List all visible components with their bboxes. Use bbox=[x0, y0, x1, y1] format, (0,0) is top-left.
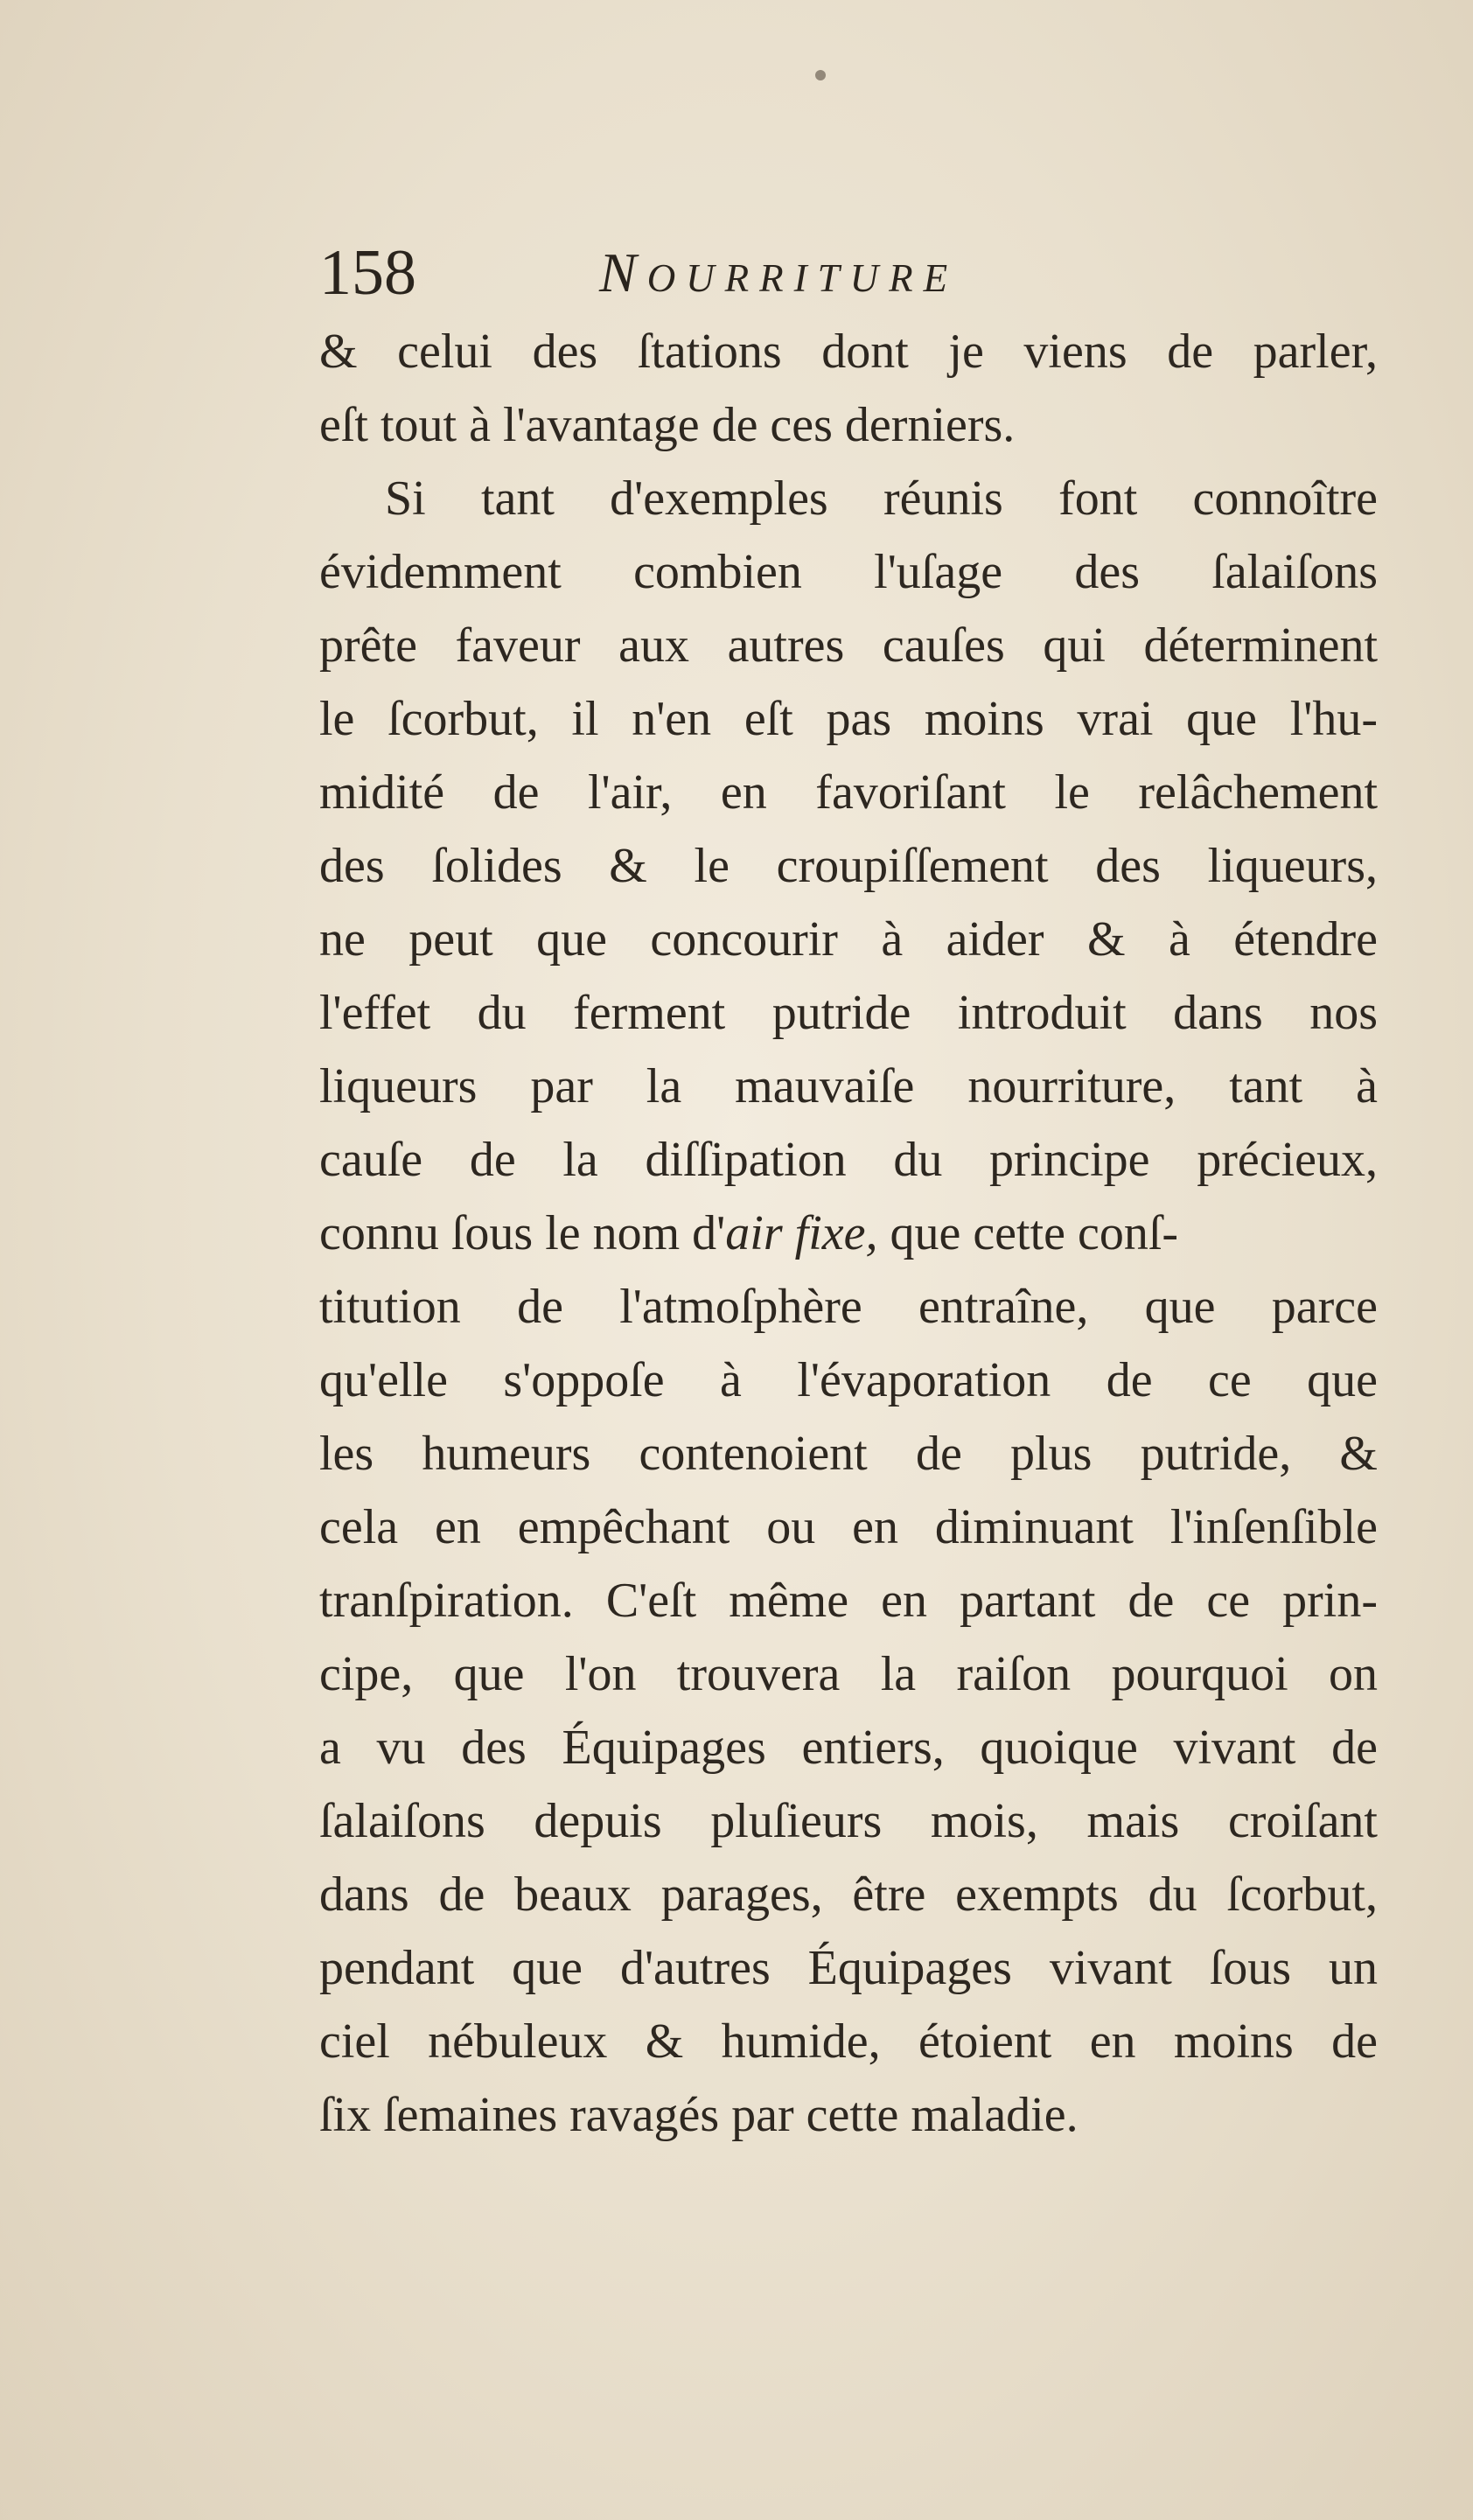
text-segment: que cette conſ- bbox=[877, 1206, 1179, 1260]
text-line: pendant que d'autres Équipages vivant ſous un bbox=[319, 1941, 1378, 1995]
text-line: a vu des Équipages entiers, quoique vivant de bbox=[319, 1721, 1378, 1775]
running-head: Nourriture bbox=[599, 241, 959, 304]
text-line: & celui des ſtations dont je viens de parler, bbox=[319, 325, 1378, 379]
text-line: ciel nébuleux & humide, étoient en moins de bbox=[319, 2014, 1378, 2069]
text-line-with-italic bbox=[319, 1197, 1378, 1270]
ink-speck bbox=[815, 70, 826, 80]
page-header bbox=[319, 229, 1089, 317]
text-line: tranſpiration. C'eſt même en partant de ce prin- bbox=[319, 1574, 1378, 1628]
text-segment: connu ſous le nom d' bbox=[319, 1206, 726, 1260]
italic-term: air fixe, bbox=[725, 1206, 878, 1260]
page-number: 158 bbox=[319, 237, 416, 309]
text-line: ſix ſemaines ravagés par cette maladie. bbox=[319, 2088, 1079, 2142]
text-line: eſt tout à l'avantage de ces derniers. bbox=[319, 398, 1016, 452]
text-line: des ſolides & le croupiſſement des liqueurs, bbox=[319, 839, 1378, 893]
text-line: évidemment combien l'uſage des ſalaiſons bbox=[319, 545, 1378, 599]
text-line: cipe, que l'on trouvera la raiſon pourquoi on bbox=[319, 1647, 1378, 1701]
text-line: prête faveur aux autres cauſes qui déterminent bbox=[319, 618, 1378, 673]
text-line: dans de beaux parages, être exempts du ſcorbut, bbox=[319, 1867, 1378, 1922]
text-line: les humeurs contenoient de plus putride, & bbox=[319, 1427, 1378, 1481]
text-line: Si tant d'exemples réunis font connoître bbox=[385, 471, 1378, 526]
text-line: ſalaiſons depuis pluſieurs mois, mais croiſant bbox=[319, 1794, 1378, 1848]
text-line: qu'elle s'oppoſe à l'évaporation de ce que bbox=[319, 1353, 1378, 1407]
text-line: cela en empêchant ou en diminuant l'inſenſible bbox=[319, 1500, 1378, 1554]
text-line: ne peut que concourir à aider & à étendre bbox=[319, 912, 1378, 967]
text-line: midité de l'air, en favoriſant le relâchement bbox=[319, 765, 1378, 820]
text-line: cauſe de la diſſipation du principe précieux, bbox=[319, 1133, 1378, 1187]
text-line: l'effet du ferment putride introduit dans nos bbox=[319, 986, 1378, 1040]
text-line: le ſcorbut, il n'en eſt pas moins vrai que l'hu- bbox=[319, 692, 1378, 746]
text-line: titution de l'atmoſphère entraîne, que parce bbox=[319, 1280, 1378, 1334]
text-line: liqueurs par la mauvaiſe nourriture, tant à bbox=[319, 1059, 1378, 1113]
